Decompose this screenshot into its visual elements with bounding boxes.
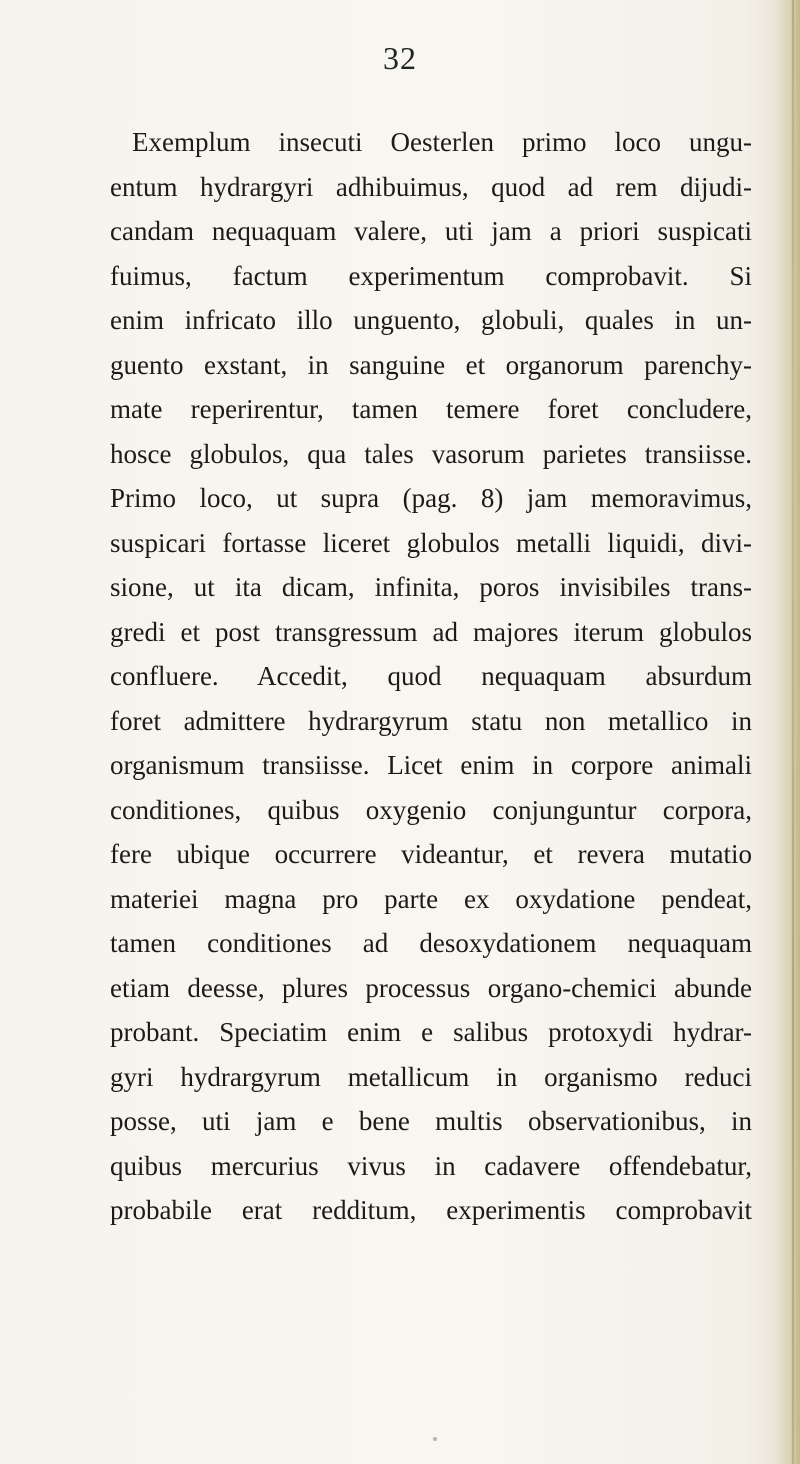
text-line: etiam deesse, plures processus organo-chemici abunde: [110, 972, 752, 1003]
text-line: suspicari fortasse liceret globulos metalli liquidi, divi-: [110, 527, 752, 558]
text-line: Exemplum insecuti Oesterlen primo loco ungu-: [132, 127, 752, 157]
text-line: confluere. Accedit, quod nequaquam absurdum: [110, 661, 752, 691]
page-number: 32: [383, 40, 417, 76]
text-line: mate reperirentur, tamen temere foret concludere,: [110, 394, 752, 424]
text-line: candam nequaquam valere, uti jam a priori suspicati: [110, 216, 752, 246]
text-line: posse, uti jam e bene multis observationibus, in: [110, 1106, 752, 1136]
text-line: organismum transiisse. Licet enim in corpore animali: [110, 750, 752, 780]
binding-edge-line: [792, 0, 794, 1464]
text-line: gyri hydrargyrum metallicum in organismo reduci: [110, 1061, 752, 1092]
text-line: enim infricato illo unguento, globuli, quales in un-: [110, 305, 752, 335]
text-line: fere ubique occurrere videantur, et revera mutatio: [110, 839, 752, 869]
text-line: hosce globulos, qua tales vasorum parietes transiisse.: [110, 438, 752, 469]
text-line: entum hydrargyri adhibuimus, quod ad rem dijudi-: [110, 171, 752, 202]
text-line: probabile erat redditum, experimentis comprobavit: [110, 1195, 752, 1225]
ink-speck: [433, 1437, 437, 1441]
text-line: Primo loco, ut supra (pag. 8) jam memoravimus,: [110, 483, 752, 513]
text-line: probant. Speciatim enim e salibus protoxydi hydrar-: [110, 1017, 752, 1047]
text-line: materiei magna pro parte ex oxydatione pendeat,: [110, 883, 752, 914]
binding-edge-stain: [774, 0, 800, 1464]
body-text: [110, 120, 752, 1233]
text-line: guento exstant, in sanguine et organorum parenchy-: [110, 349, 752, 380]
text-line: conditiones, quibus oxygenio conjunguntur corpora,: [110, 794, 752, 825]
text-line: gredi et post transgressum ad majores iterum globulos: [110, 616, 752, 647]
text-line: sione, ut ita dicam, infinita, poros invisibiles trans-: [110, 572, 752, 602]
text-line: foret admittere hydrargyrum statu non metallico in: [110, 705, 752, 736]
text-line: quibus mercurius vivus in cadavere offendebatur,: [110, 1150, 752, 1181]
text-line: tamen conditiones ad desoxydationem nequaquam: [110, 928, 752, 958]
text-line: fuimus, factum experimentum comprobavit. Si: [110, 260, 752, 291]
